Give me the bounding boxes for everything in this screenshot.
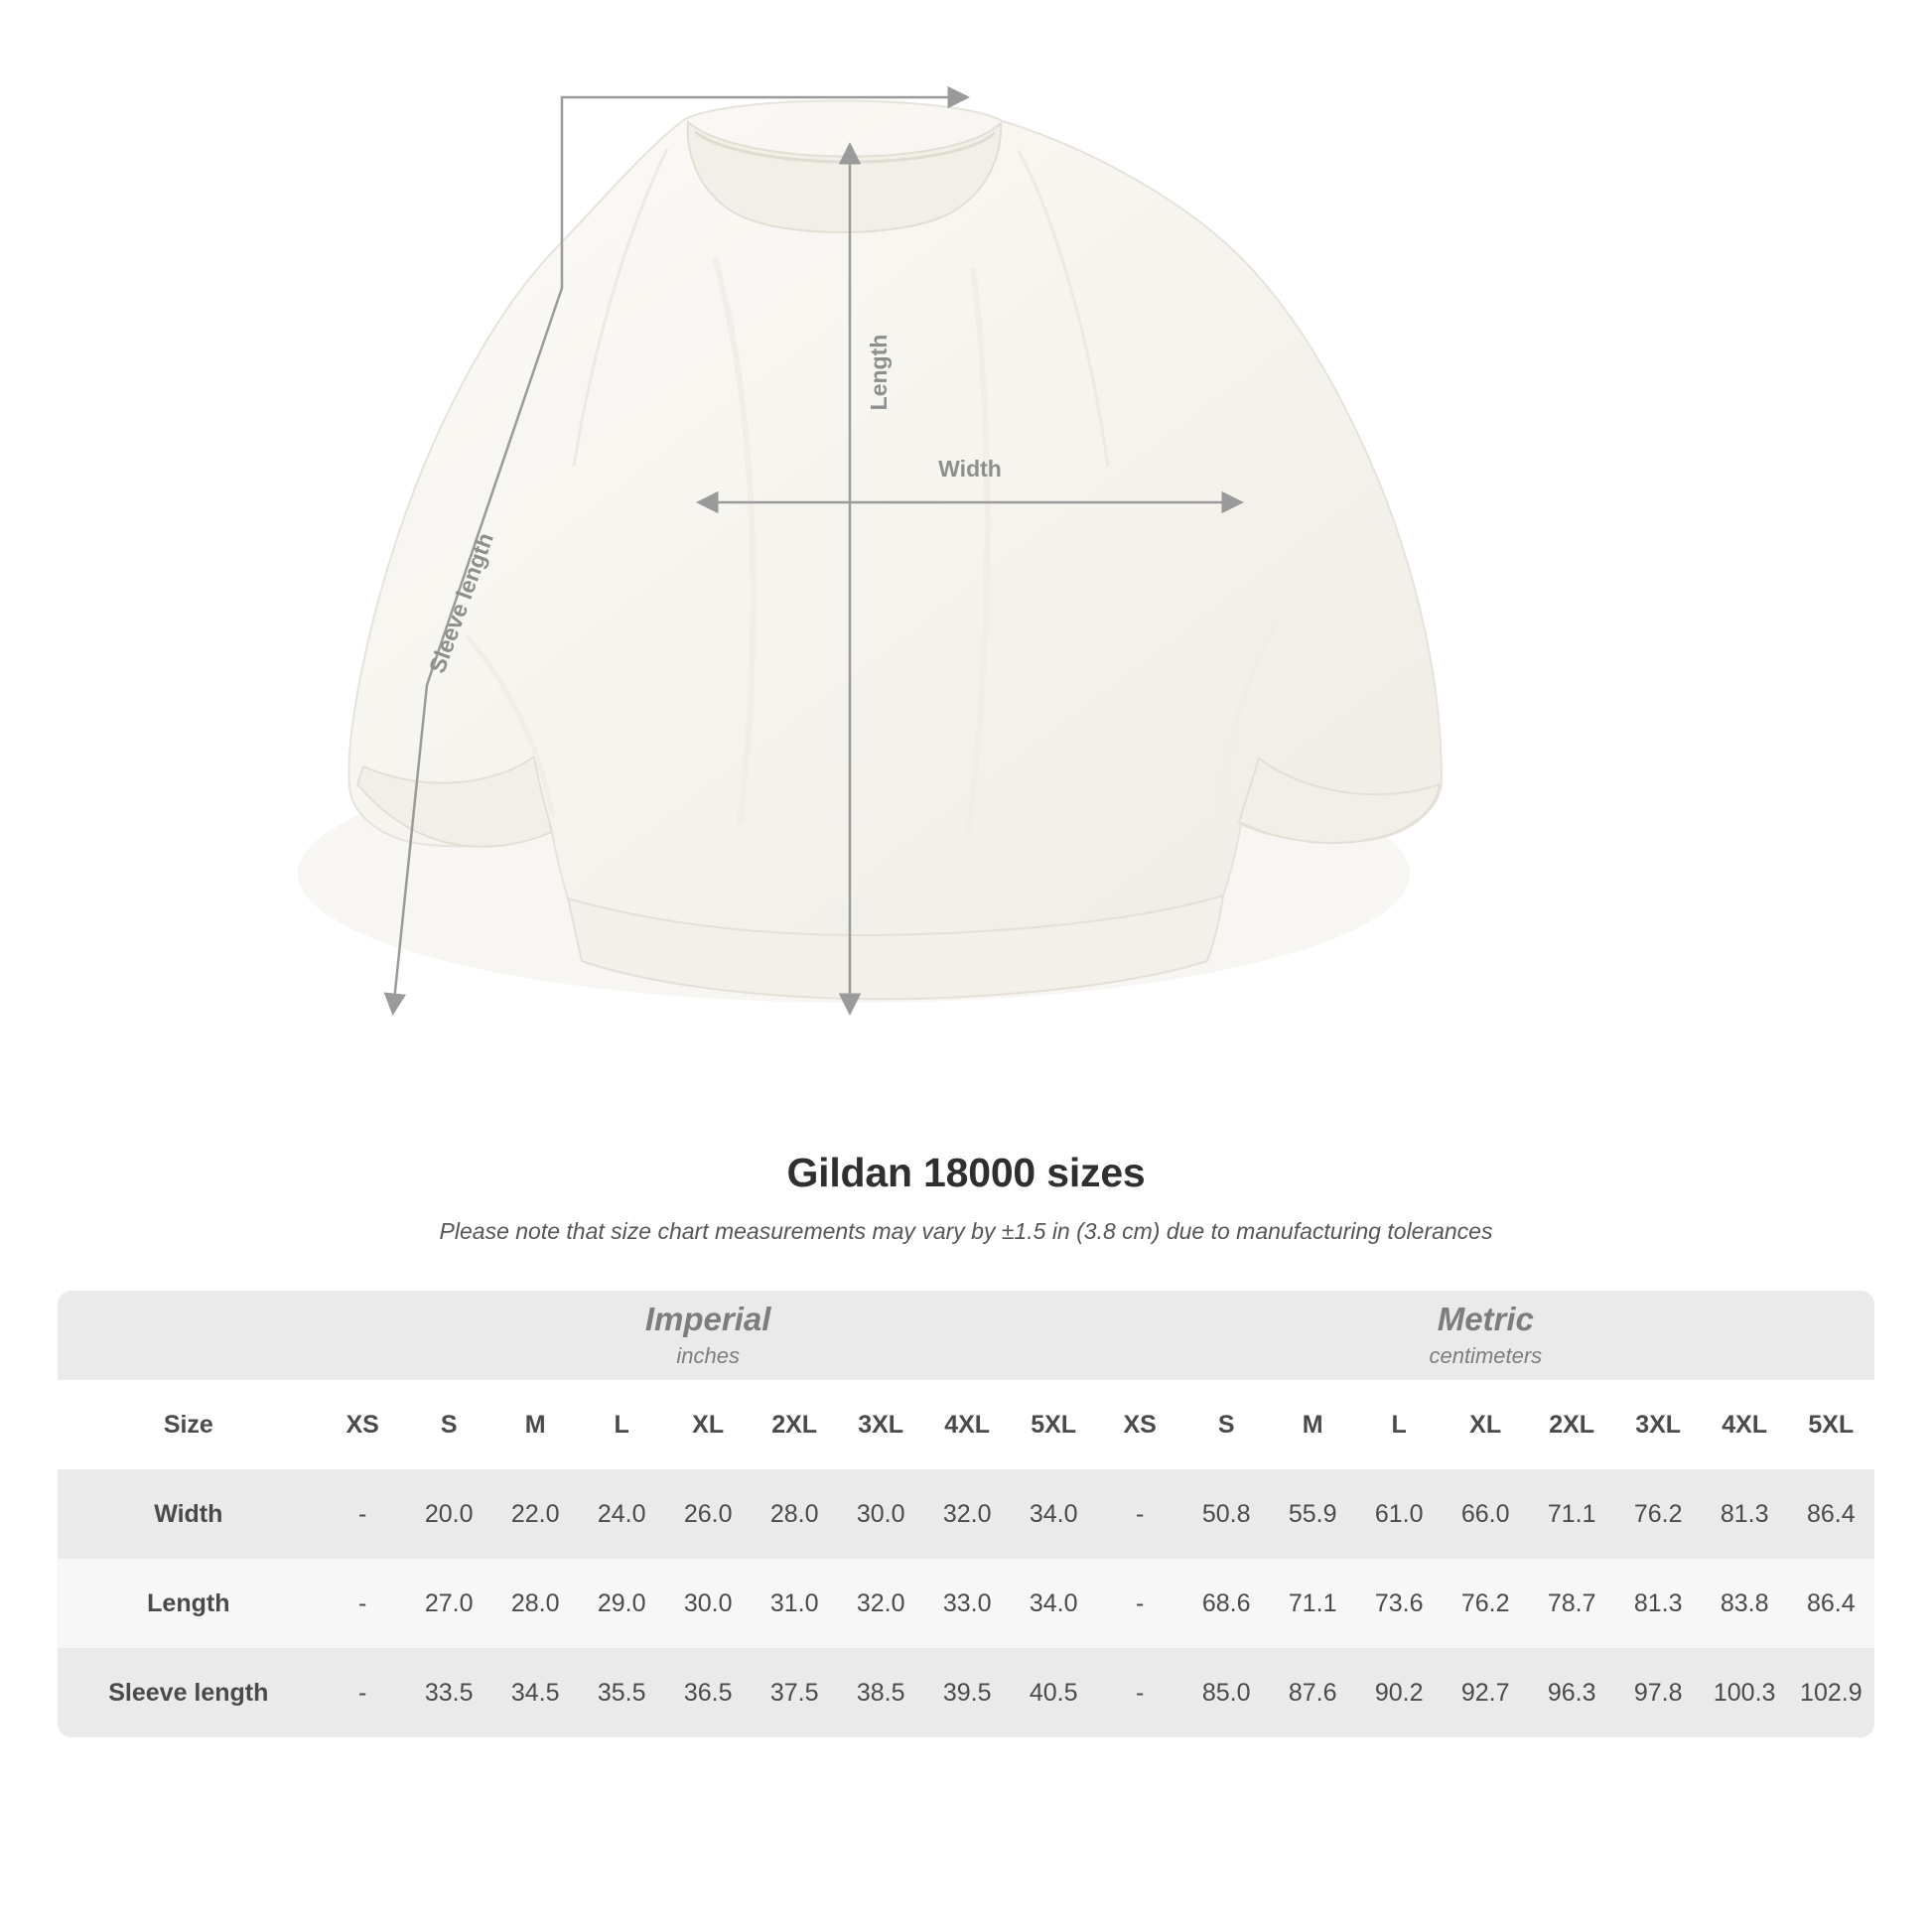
sleeve-metric-s: 85.0: [1183, 1648, 1270, 1737]
size-header-imperial-4xl: 4XL: [924, 1380, 1011, 1469]
size-header-imperial-m: M: [492, 1380, 579, 1469]
width-imperial-4xl: 32.0: [924, 1469, 1011, 1559]
unit-header-row: [58, 1291, 1874, 1380]
length-metric-xs: -: [1097, 1559, 1183, 1648]
row-label-length: Length: [58, 1559, 320, 1648]
width-metric-xl: 66.0: [1443, 1469, 1529, 1559]
sleeve-metric-m: 87.6: [1270, 1648, 1356, 1737]
table-row: [58, 1559, 1874, 1648]
width-imperial-l: 24.0: [579, 1469, 665, 1559]
row-label-sleeve-length: Sleeve length: [58, 1648, 320, 1737]
sleeve-metric-xl: 92.7: [1443, 1648, 1529, 1737]
size-header-imperial-5xl: 5XL: [1011, 1380, 1097, 1469]
size-header-label: Size: [58, 1380, 320, 1469]
width-metric-4xl: 81.3: [1702, 1469, 1788, 1559]
width-imperial-2xl: 28.0: [752, 1469, 838, 1559]
sleeve-imperial-s: 33.5: [406, 1648, 492, 1737]
unit-group-imperial-unit: inches: [676, 1343, 740, 1369]
sleeve-metric-l: 90.2: [1356, 1648, 1443, 1737]
unit-group-imperial-name: Imperial: [644, 1300, 771, 1337]
sleeve-metric-5xl: 102.9: [1788, 1648, 1874, 1737]
size-header-metric-3xl: 3XL: [1615, 1380, 1702, 1469]
length-metric-2xl: 78.7: [1529, 1559, 1615, 1648]
size-header-metric-2xl: 2XL: [1529, 1380, 1615, 1469]
sleeve-imperial-xs: -: [320, 1648, 406, 1737]
width-imperial-5xl: 34.0: [1011, 1469, 1097, 1559]
width-metric-2xl: 71.1: [1529, 1469, 1615, 1559]
size-header-imperial-s: S: [406, 1380, 492, 1469]
width-imperial-xl: 26.0: [665, 1469, 752, 1559]
length-imperial-m: 28.0: [492, 1559, 579, 1648]
width-label: Width: [938, 456, 1002, 482]
sleeve-metric-xs: -: [1097, 1648, 1183, 1737]
size-header-imperial-3xl: 3XL: [838, 1380, 924, 1469]
width-metric-s: 50.8: [1183, 1469, 1270, 1559]
length-metric-m: 71.1: [1270, 1559, 1356, 1648]
width-metric-3xl: 76.2: [1615, 1469, 1702, 1559]
length-metric-3xl: 81.3: [1615, 1559, 1702, 1648]
length-metric-5xl: 86.4: [1788, 1559, 1874, 1648]
width-metric-m: 55.9: [1270, 1469, 1356, 1559]
length-imperial-l: 29.0: [579, 1559, 665, 1648]
sleeve-metric-4xl: 100.3: [1702, 1648, 1788, 1737]
length-metric-l: 73.6: [1356, 1559, 1443, 1648]
size-header-metric-l: L: [1356, 1380, 1443, 1469]
sleeve-imperial-m: 34.5: [492, 1648, 579, 1737]
sleeve-metric-2xl: 96.3: [1529, 1648, 1615, 1737]
size-header-metric-m: M: [1270, 1380, 1356, 1469]
unit-group-metric-unit: centimeters: [1429, 1343, 1543, 1369]
sleeve-imperial-l: 35.5: [579, 1648, 665, 1737]
length-metric-s: 68.6: [1183, 1559, 1270, 1648]
width-imperial-xs: -: [320, 1469, 406, 1559]
unit-group-imperial: [320, 1291, 1097, 1380]
size-header-imperial-l: L: [579, 1380, 665, 1469]
size-header-metric-5xl: 5XL: [1788, 1380, 1874, 1469]
size-header-imperial-xl: XL: [665, 1380, 752, 1469]
size-header-imperial-2xl: 2XL: [752, 1380, 838, 1469]
length-metric-4xl: 83.8: [1702, 1559, 1788, 1648]
length-imperial-3xl: 32.0: [838, 1559, 924, 1648]
table-row: [58, 1469, 1874, 1559]
sleeve-imperial-5xl: 40.5: [1011, 1648, 1097, 1737]
length-imperial-xl: 30.0: [665, 1559, 752, 1648]
size-table-container: [58, 1291, 1874, 1737]
sleeve-imperial-2xl: 37.5: [752, 1648, 838, 1737]
page-title: Gildan 18000 sizes: [786, 1150, 1146, 1195]
table-row: [58, 1648, 1874, 1737]
width-imperial-m: 22.0: [492, 1469, 579, 1559]
unit-corner-cell: [58, 1291, 320, 1380]
length-label: Length: [866, 334, 892, 411]
width-metric-5xl: 86.4: [1788, 1469, 1874, 1559]
size-header-metric-4xl: 4XL: [1702, 1380, 1788, 1469]
width-metric-l: 61.0: [1356, 1469, 1443, 1559]
unit-group-metric-name: Metric: [1437, 1300, 1534, 1337]
sleeve-length-label: Sleeve length: [423, 529, 499, 677]
length-imperial-xs: -: [320, 1559, 406, 1648]
size-header-metric-xs: XS: [1097, 1380, 1183, 1469]
sleeve-imperial-3xl: 38.5: [838, 1648, 924, 1737]
size-header-metric-xl: XL: [1443, 1380, 1529, 1469]
length-metric-xl: 76.2: [1443, 1559, 1529, 1648]
width-imperial-3xl: 30.0: [838, 1469, 924, 1559]
length-imperial-2xl: 31.0: [752, 1559, 838, 1648]
length-imperial-4xl: 33.0: [924, 1559, 1011, 1648]
length-imperial-s: 27.0: [406, 1559, 492, 1648]
width-imperial-s: 20.0: [406, 1469, 492, 1559]
row-label-width: Width: [58, 1469, 320, 1559]
sleeve-metric-3xl: 97.8: [1615, 1648, 1702, 1737]
tolerance-note: Please note that size chart measurements may vary by ±1.5 in (3.8 cm) due to manufacturing tolerances: [439, 1218, 1493, 1244]
width-metric-xs: -: [1097, 1469, 1183, 1559]
size-header-metric-s: S: [1183, 1380, 1270, 1469]
size-table: [58, 1291, 1874, 1737]
length-imperial-5xl: 34.0: [1011, 1559, 1097, 1648]
sleeve-imperial-xl: 36.5: [665, 1648, 752, 1737]
sleeve-imperial-4xl: 39.5: [924, 1648, 1011, 1737]
unit-group-metric: [1097, 1291, 1874, 1380]
size-header-row: [58, 1380, 1874, 1469]
size-header-imperial-xs: XS: [320, 1380, 406, 1469]
